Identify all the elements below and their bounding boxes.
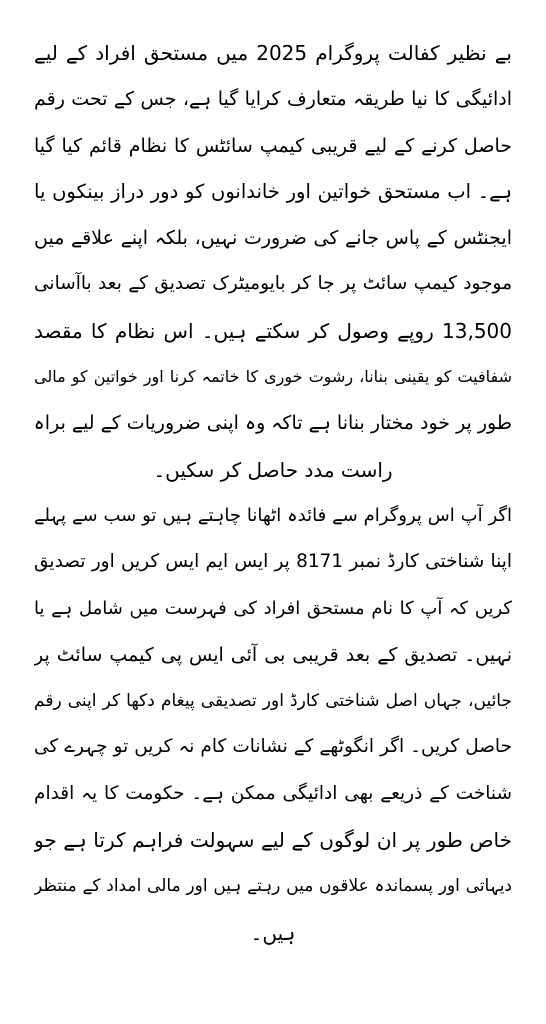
paragraph-payment-method bbox=[34, 30, 512, 493]
text-line: بے نظیر کفالت پروگرام 2025 میں مستحق افراد کے لیے bbox=[34, 41, 512, 65]
text-line: ادائیگی کا نیا طریقہ متعارف کرایا گیا ہے، جس کے تحت رقم bbox=[34, 88, 512, 111]
text-line: اپنا شناختی کارڈ نمبر 8171 پر ایس ایم ایس کریں اور تصدیق bbox=[34, 551, 512, 573]
paragraph-how-to-apply bbox=[34, 493, 512, 956]
text-line: ایجنٹس کے پاس جانے کی ضرورت نہیں، بلکہ اپنے علاقے میں bbox=[34, 227, 512, 250]
text-line: موجود کیمپ سائٹ پر جا کر بایومیٹرک تصدیق کے بعد باآسانی bbox=[34, 273, 512, 295]
text-line: دیہاتی اور پسماندہ علاقوں میں رہتے ہیں اور مالی امداد کے منتظر bbox=[34, 876, 512, 897]
text-line: خاص طور پر ان لوگوں کے لیے سہولت فراہم کرتا ہے جو bbox=[34, 828, 512, 853]
text-line: طور پر خود مختار بنانا ہے تاکہ وہ اپنی ضروریات کے لیے براہ bbox=[34, 412, 512, 435]
text-line: ہیں۔ bbox=[250, 920, 296, 945]
text-line: جائیں، جہاں اصل شناختی کارڈ اور تصدیقی پیغام دکھا کر اپنی رقم bbox=[34, 691, 512, 712]
text-line: ہے۔ اب مستحق خواتین اور خاندانوں کو دور دراز بینکوں یا bbox=[34, 179, 512, 203]
text-line: حاصل کریں۔ اگر انگوٹھے کے نشانات کام نہ کریں تو چہرے کی bbox=[34, 736, 512, 758]
text-line: اگر آپ اس پروگرام سے فائدہ اٹھانا چاہتے ہیں تو سب سے پہلے bbox=[34, 504, 512, 526]
text-line: حاصل کرنے کے لیے قریبی کیمپ سائٹس کا نظام قائم کیا گیا bbox=[34, 134, 512, 157]
text-line: 13,500 روپے وصول کر سکتے ہیں۔ اس نظام کا مقصد bbox=[34, 318, 512, 343]
text-line: کریں کہ آپ کا نام مستحق افراد کی فہرست میں شامل ہے یا bbox=[34, 597, 512, 619]
text-line: راست مدد حاصل کر سکیں۔ bbox=[153, 457, 393, 482]
text-line: شناخت کے ذریعے بھی ادائیگی ممکن ہے۔ حکومت کا یہ اقدام bbox=[34, 782, 512, 804]
text-line: شفافیت کو یقینی بنانا، رشوت خوری کا خاتمہ کرنا اور خواتین کو مالی bbox=[34, 367, 512, 387]
text-line: نہیں۔ تصدیق کے بعد قریبی بی آئی ایس پی کیمپ سائٹ پر bbox=[34, 643, 512, 666]
